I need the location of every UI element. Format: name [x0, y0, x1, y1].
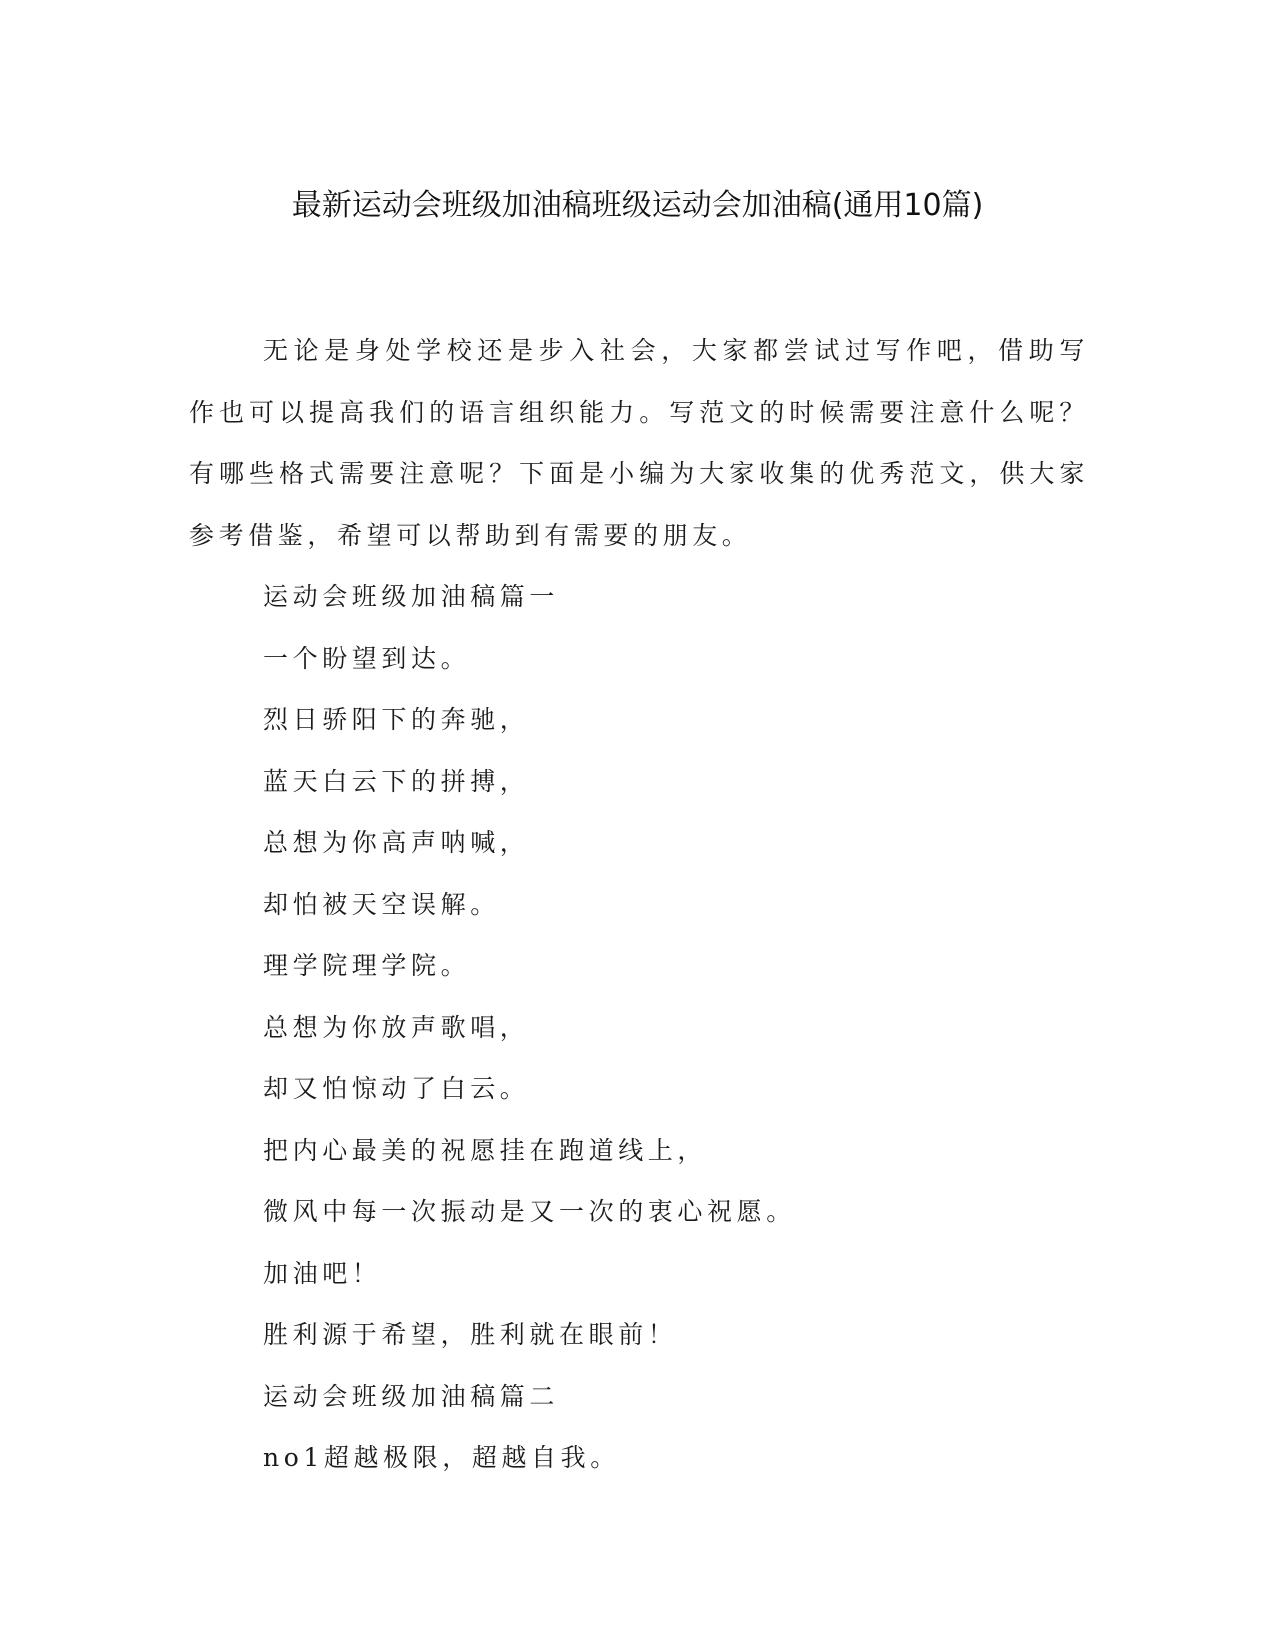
text-line: 总想为你放声歌唱，: [263, 1012, 530, 1042]
text-line: 一个盼望到达。: [263, 643, 471, 673]
section-heading: 运动会班级加油稿篇二: [263, 1381, 560, 1411]
text-line: 却怕被天空误解。: [263, 889, 500, 919]
text-line: 蓝天白云下的拼搏，: [263, 766, 530, 796]
text-line: 加油吧！: [263, 1258, 382, 1288]
document-title: 最新运动会班级加油稿班级运动会加油稿(通用10篇): [291, 188, 984, 223]
text-line: 却又怕惊动了白云。: [263, 1074, 530, 1103]
text-line: 理学院理学院。: [263, 951, 471, 980]
text-line: 微风中每一次振动是又一次的衷心祝愿。: [263, 1197, 796, 1226]
intro-paragraph: 无论是身处学校还是步入社会，大家都尝试过写作吧，借助写作也可以提高我们的语言组织能力。写范文的时候需要注意什么呢？有哪些格式需要注意呢？下面是小编为大家收集的优秀范文，供大家参考借鉴，希望可以帮助到有需要的朋友。: [189, 336, 1089, 550]
text-line: 把内心最美的祝愿挂在跑道线上，: [263, 1135, 708, 1165]
text-line: 总想为你高声呐喊，: [263, 828, 530, 857]
text-line: 烈日骄阳下的奔驰，: [263, 705, 530, 734]
section-heading: 运动会班级加油稿篇一: [263, 582, 560, 611]
text-line: no1超越极限，超越自我。: [263, 1443, 620, 1472]
text-line: 胜利源于希望，胜利就在眼前！: [263, 1320, 678, 1349]
document-body: [189, 320, 1089, 1489]
